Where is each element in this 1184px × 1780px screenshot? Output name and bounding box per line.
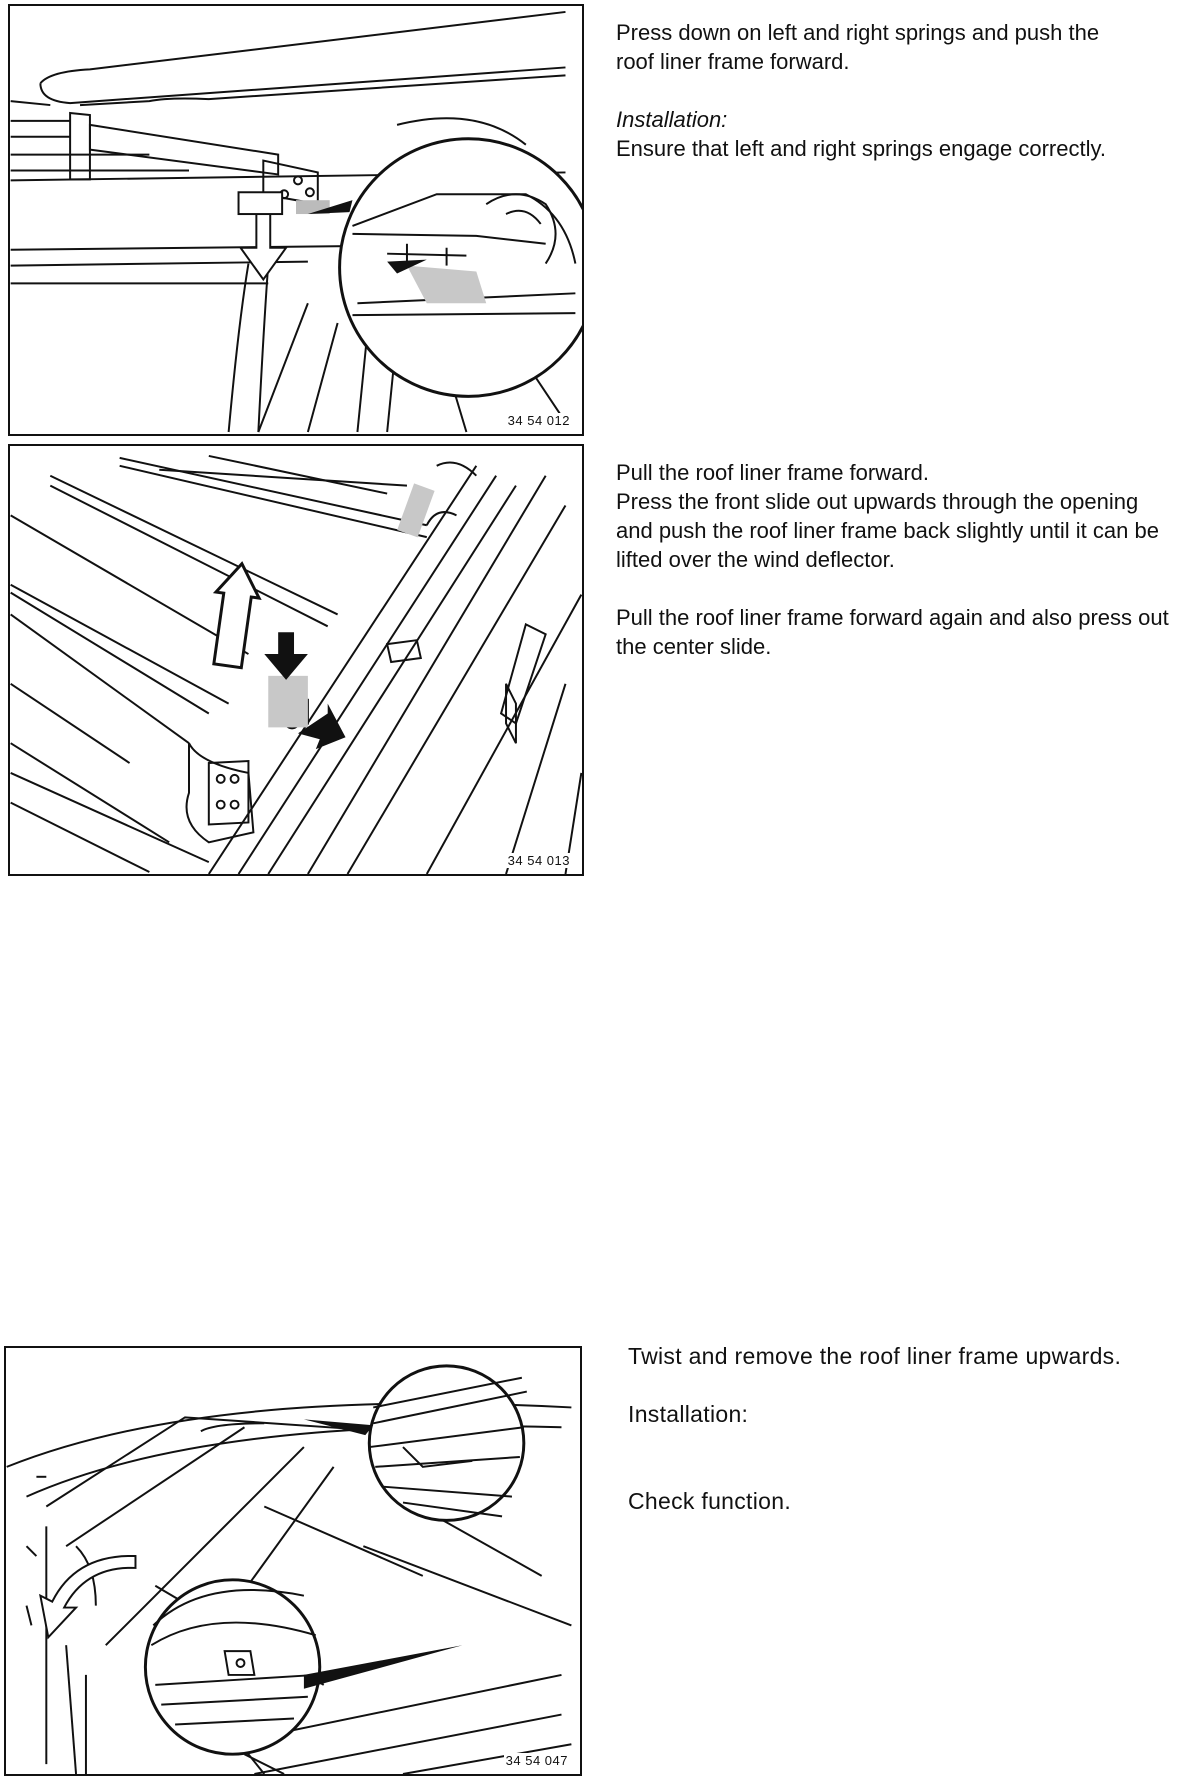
installation-note bbox=[616, 105, 1136, 163]
figure-34-54-012 bbox=[8, 4, 584, 436]
figure-id: 34 54 013 bbox=[507, 853, 570, 868]
figure-id: 34 54 012 bbox=[507, 413, 570, 428]
roof-spring-illustration bbox=[10, 6, 582, 434]
front-slide-illustration bbox=[10, 446, 582, 874]
installation-heading: Installation: bbox=[628, 1401, 749, 1427]
step-line-2: Press the front slide out upwards through the opening and push the roof liner frame back slightly until it can be lifted over the wind deflector. bbox=[616, 489, 1159, 572]
installation-text: Ensure that left and right springs engage correctly. bbox=[616, 136, 1106, 161]
figure-34-54-047 bbox=[4, 1346, 582, 1776]
instructions-block-3 bbox=[628, 1342, 1148, 1516]
figure-id: 34 54 047 bbox=[505, 1753, 568, 1768]
step-text: Twist and remove the roof liner frame upwards. bbox=[628, 1343, 1122, 1369]
instructions-block-1 bbox=[616, 18, 1136, 163]
step-text: Press down on left and right springs and push the roof liner frame forward. bbox=[616, 20, 1100, 74]
step-text bbox=[616, 458, 1176, 574]
check-function-text: Check function. bbox=[628, 1488, 792, 1514]
step-text-2: Pull the roof liner frame forward again and also press out the center slide. bbox=[616, 605, 1169, 659]
instructions-block-2 bbox=[616, 458, 1176, 661]
step-line-1: Pull the roof liner frame forward. bbox=[616, 460, 930, 485]
installation-heading: Installation: bbox=[616, 107, 728, 132]
figure-34-54-013 bbox=[8, 444, 584, 876]
roof-liner-removal-illustration bbox=[6, 1348, 580, 1774]
